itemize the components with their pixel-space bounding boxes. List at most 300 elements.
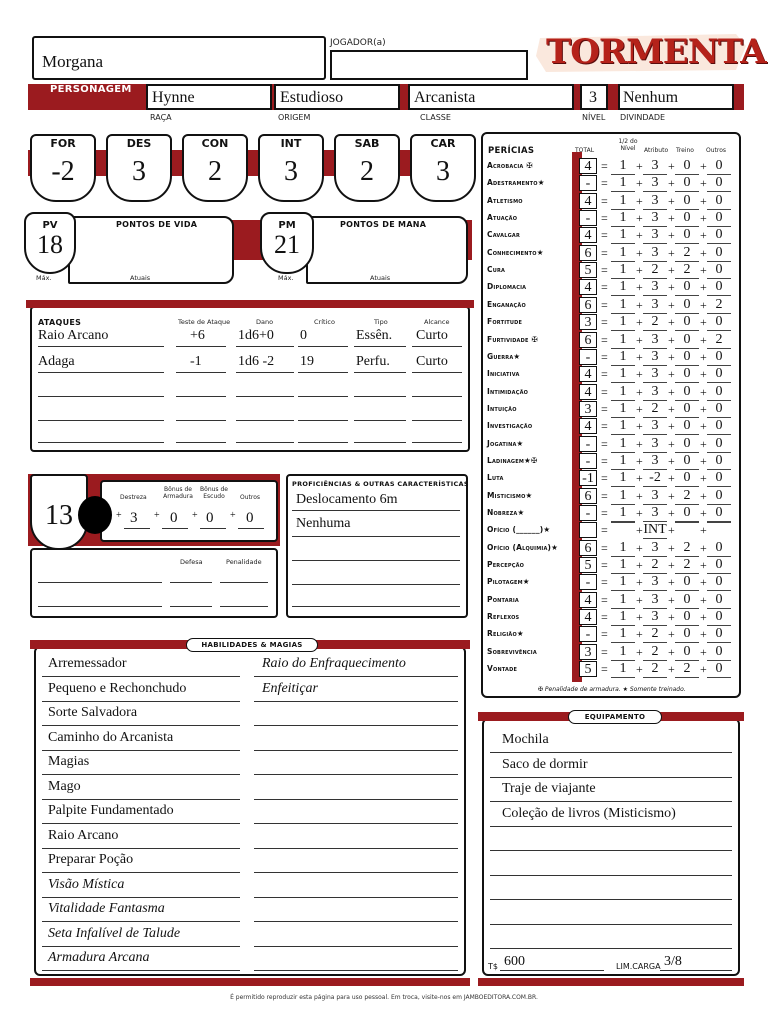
ability-item: Pequeno e Rechonchudo bbox=[48, 681, 187, 696]
skill-total[interactable]: 5 bbox=[579, 661, 597, 677]
skill-row[interactable] bbox=[487, 349, 739, 366]
race-field[interactable] bbox=[146, 84, 272, 110]
equals-icon: = bbox=[601, 350, 608, 364]
equals-icon: = bbox=[601, 610, 608, 624]
skill-name: Diplomacia bbox=[487, 282, 527, 291]
money-value[interactable]: 600 bbox=[504, 954, 525, 969]
skill-training: 2 bbox=[675, 661, 699, 678]
skill-training: 2 bbox=[675, 245, 699, 262]
defense-other-value: 0 bbox=[246, 510, 254, 526]
skill-half-level: 1 bbox=[611, 297, 635, 314]
plus-icon: + bbox=[192, 510, 198, 521]
skill-total[interactable]: - bbox=[579, 436, 597, 452]
skill-name: Percepção bbox=[487, 560, 525, 569]
player-label: JOGADOR(a) bbox=[330, 38, 386, 48]
skill-attribute: 3 bbox=[643, 210, 667, 227]
plus-icon: + bbox=[668, 593, 675, 607]
skill-other: 0 bbox=[707, 349, 731, 366]
skill-attribute: 3 bbox=[643, 488, 667, 505]
skill-half-level: 1 bbox=[611, 366, 635, 383]
plus-icon: + bbox=[668, 228, 675, 242]
skill-training: 0 bbox=[675, 644, 699, 661]
level-field[interactable] bbox=[580, 84, 608, 110]
skill-training: 0 bbox=[675, 158, 699, 175]
skill-other: 0 bbox=[707, 540, 731, 557]
skill-name: Reflexos bbox=[487, 612, 520, 621]
equals-icon: = bbox=[601, 506, 608, 520]
abilities-title: HABILIDADES & MAGIAS bbox=[201, 641, 303, 649]
skill-training: 0 bbox=[675, 626, 699, 643]
plus-icon: + bbox=[636, 627, 643, 641]
skill-total[interactable]: 4 bbox=[579, 193, 597, 209]
skill-row[interactable] bbox=[487, 522, 739, 539]
skill-row[interactable] bbox=[487, 592, 739, 609]
skill-total[interactable]: 4 bbox=[579, 227, 597, 243]
attribute-name: INT bbox=[280, 137, 302, 150]
skill-total[interactable]: - bbox=[579, 626, 597, 642]
skill-half-level: 1 bbox=[611, 210, 635, 227]
equals-icon: = bbox=[601, 367, 608, 381]
skill-row[interactable] bbox=[487, 436, 739, 453]
skill-total[interactable]: 4 bbox=[579, 279, 597, 295]
skill-training: 0 bbox=[675, 279, 699, 296]
skill-half-level bbox=[611, 522, 635, 523]
skill-row[interactable] bbox=[487, 366, 739, 383]
skill-row[interactable] bbox=[487, 505, 739, 522]
skill-half-level: 1 bbox=[611, 314, 635, 331]
skill-half-level: 1 bbox=[611, 193, 635, 210]
skill-half-level: 1 bbox=[611, 384, 635, 401]
skill-other: 0 bbox=[707, 488, 731, 505]
skill-name: Cavalgar bbox=[487, 230, 521, 239]
pv-max-box[interactable] bbox=[24, 212, 76, 274]
skill-total[interactable]: -1 bbox=[579, 470, 597, 486]
skill-row[interactable] bbox=[487, 279, 739, 296]
plus-icon: + bbox=[636, 367, 643, 381]
attribute-name: SAB bbox=[354, 137, 380, 150]
footer-note: É permitido reproduzir esta página para uso pessoal. Em troca, visite-nos em JAMBOEDITORA.COM.BR. bbox=[230, 994, 538, 1001]
origin-field[interactable] bbox=[274, 84, 400, 110]
attribute-des[interactable] bbox=[106, 134, 172, 202]
skill-half-level: 1 bbox=[611, 227, 635, 244]
plus-icon: + bbox=[636, 228, 643, 242]
skill-attribute: INT bbox=[643, 522, 667, 537]
skill-training: 0 bbox=[675, 609, 699, 626]
skill-attribute: 2 bbox=[643, 314, 667, 331]
skill-attribute: 3 bbox=[643, 505, 667, 522]
equals-icon: = bbox=[601, 194, 608, 208]
pm-title: PONTOS DE MANA bbox=[340, 220, 427, 229]
attack-damage-header: Dano bbox=[256, 318, 274, 326]
plus-icon: + bbox=[700, 662, 707, 676]
skill-training: 0 bbox=[675, 349, 699, 366]
plus-icon: + bbox=[636, 315, 643, 329]
skill-name: Acrobacia ✠ bbox=[487, 161, 533, 170]
skill-training: 0 bbox=[675, 453, 699, 470]
pv-current-label: Atuais bbox=[130, 274, 151, 282]
skill-half-level: 1 bbox=[611, 557, 635, 574]
plus-icon: + bbox=[668, 176, 675, 190]
skill-half-level: 1 bbox=[611, 245, 635, 262]
attribute-car[interactable] bbox=[410, 134, 476, 202]
plus-icon: + bbox=[636, 194, 643, 208]
player-field[interactable] bbox=[330, 50, 528, 80]
plus-icon: + bbox=[636, 159, 643, 173]
skill-row[interactable] bbox=[487, 210, 739, 227]
plus-icon: + bbox=[668, 610, 675, 624]
skill-row[interactable] bbox=[487, 574, 739, 591]
skill-name: Adestramento★ bbox=[487, 178, 545, 187]
skill-other: 0 bbox=[707, 210, 731, 227]
skill-other: 0 bbox=[707, 574, 731, 591]
skill-other: 0 bbox=[707, 366, 731, 383]
skill-other: 0 bbox=[707, 470, 731, 487]
ability-item: Mago bbox=[48, 779, 81, 794]
skill-name: Furtividade ✠ bbox=[487, 335, 538, 344]
skill-total[interactable]: - bbox=[579, 574, 597, 590]
plus-icon: + bbox=[636, 280, 643, 294]
equals-icon: = bbox=[601, 627, 608, 641]
skill-training: 0 bbox=[675, 436, 699, 453]
skill-row[interactable] bbox=[487, 557, 739, 574]
skill-half-level: 1 bbox=[611, 540, 635, 557]
defense-dex-value: 3 bbox=[130, 510, 138, 526]
skill-name: Investigação bbox=[487, 421, 533, 430]
abilities-bottom-banner bbox=[30, 978, 470, 986]
skill-total[interactable]: 3 bbox=[579, 644, 597, 660]
skill-total[interactable]: 4 bbox=[579, 592, 597, 608]
skill-other: 0 bbox=[707, 592, 731, 609]
skill-row[interactable] bbox=[487, 193, 739, 210]
attribute-for[interactable] bbox=[30, 134, 96, 202]
load-value[interactable]: 3/8 bbox=[664, 954, 682, 969]
plus-icon: + bbox=[700, 575, 707, 589]
skill-attribute: 3 bbox=[643, 574, 667, 591]
skills-footer: ✠ Penalidade de armadura. ★ Somente treinado. bbox=[538, 686, 686, 693]
plus-icon: + bbox=[700, 489, 707, 503]
skill-half-level: 1 bbox=[611, 626, 635, 643]
plus-icon: + bbox=[636, 402, 643, 416]
skill-half-level: 1 bbox=[611, 175, 635, 192]
race-label: RAÇA bbox=[150, 113, 172, 122]
skill-name: Nobreza★ bbox=[487, 508, 525, 517]
plus-icon: + bbox=[636, 333, 643, 347]
skill-name: Sobrevivência bbox=[487, 647, 537, 656]
skill-other: 2 bbox=[707, 332, 731, 349]
skill-row[interactable] bbox=[487, 470, 739, 487]
equals-icon: = bbox=[601, 315, 608, 329]
money-label: T$ bbox=[488, 962, 498, 971]
skill-other: 0 bbox=[707, 661, 731, 678]
plus-icon: + bbox=[700, 402, 707, 416]
skill-name: Enganação bbox=[487, 300, 526, 309]
skill-training: 2 bbox=[675, 488, 699, 505]
skill-total[interactable]: 4 bbox=[579, 609, 597, 625]
proficiency-item: Nenhuma bbox=[296, 516, 351, 531]
skill-name: Atuação bbox=[487, 213, 518, 222]
plus-icon: + bbox=[668, 437, 675, 451]
skill-half-level: 1 bbox=[611, 401, 635, 418]
plus-icon: + bbox=[636, 246, 643, 260]
attack-range: Curto bbox=[416, 328, 448, 343]
plus-icon: + bbox=[700, 471, 707, 485]
plus-icon: + bbox=[668, 506, 675, 520]
skill-total[interactable]: - bbox=[579, 453, 597, 469]
ability-item: Raio Arcano bbox=[48, 828, 119, 843]
plus-icon: + bbox=[700, 280, 707, 294]
equals-icon: = bbox=[601, 489, 608, 503]
skill-name: Intuição bbox=[487, 404, 517, 413]
plus-icon: + bbox=[636, 523, 643, 537]
defense-title: DEFESA bbox=[38, 476, 73, 485]
skill-total[interactable]: 3 bbox=[579, 314, 597, 330]
logo-text: TORMENTA bbox=[546, 32, 766, 72]
load-label: LIM.CARGA bbox=[616, 962, 661, 971]
skill-total[interactable]: 5 bbox=[579, 557, 597, 573]
skill-other: 0 bbox=[707, 418, 731, 435]
skill-half-level: 1 bbox=[611, 505, 635, 522]
skill-attribute: 2 bbox=[643, 644, 667, 661]
skill-attribute: 3 bbox=[643, 384, 667, 401]
skill-other: 0 bbox=[707, 557, 731, 574]
skill-row[interactable] bbox=[487, 332, 739, 349]
skill-total[interactable]: 6 bbox=[579, 332, 597, 348]
skill-total[interactable]: 6 bbox=[579, 540, 597, 556]
skill-attribute: 2 bbox=[643, 626, 667, 643]
class-field[interactable] bbox=[408, 84, 574, 110]
spell-item: Enfeitiçar bbox=[262, 681, 318, 696]
equals-icon: = bbox=[601, 593, 608, 607]
skill-row[interactable] bbox=[487, 227, 739, 244]
ability-item: Armadura Arcana bbox=[48, 950, 150, 965]
equals-icon: = bbox=[601, 437, 608, 451]
attribute-name: CAR bbox=[430, 137, 456, 150]
attribute-int[interactable] bbox=[258, 134, 324, 202]
skill-row[interactable] bbox=[487, 314, 739, 331]
skill-attribute: 3 bbox=[643, 592, 667, 609]
attack-name: Raio Arcano bbox=[38, 328, 109, 343]
plus-icon: + bbox=[668, 333, 675, 347]
proficiency-item: Deslocamento 6m bbox=[296, 492, 398, 507]
skill-training: 2 bbox=[675, 557, 699, 574]
skill-name: Ofício (______)★ bbox=[487, 525, 551, 534]
skill-row[interactable] bbox=[487, 609, 739, 626]
plus-icon: + bbox=[668, 454, 675, 468]
skill-row[interactable] bbox=[487, 245, 739, 262]
skill-total[interactable]: 4 bbox=[579, 384, 597, 400]
plus-icon: + bbox=[668, 419, 675, 433]
defense-sub-header: Defesa bbox=[180, 558, 203, 566]
ability-item: Palpite Fundamentado bbox=[48, 803, 174, 818]
skill-total[interactable]: 5 bbox=[579, 262, 597, 278]
plus-icon: + bbox=[700, 645, 707, 659]
plus-icon: + bbox=[700, 385, 707, 399]
ability-item: Caminho do Arcanista bbox=[48, 730, 174, 745]
skill-row[interactable] bbox=[487, 401, 739, 418]
pv-max-value: 18 bbox=[37, 230, 63, 259]
equals-icon: = bbox=[601, 280, 608, 294]
skill-half-level: 1 bbox=[611, 661, 635, 678]
skill-row[interactable] bbox=[487, 262, 739, 279]
defense-dot-icon bbox=[78, 496, 112, 534]
skill-total[interactable]: 3 bbox=[579, 401, 597, 417]
attack-test: +6 bbox=[190, 328, 205, 343]
defense-other-header: Outros bbox=[240, 494, 261, 501]
skills-attr-header: Atributo bbox=[644, 147, 669, 154]
skill-attribute: 3 bbox=[643, 175, 667, 192]
attack-range-header: Alcance bbox=[424, 318, 450, 326]
skill-training: 0 bbox=[675, 384, 699, 401]
skills-other-header: Outros bbox=[706, 147, 727, 154]
attack-damage: 1d6+0 bbox=[238, 328, 274, 343]
character-name-box[interactable] bbox=[32, 36, 326, 80]
plus-icon: + bbox=[668, 662, 675, 676]
equipment-bottom-banner bbox=[478, 978, 744, 986]
plus-icon: + bbox=[668, 298, 675, 312]
skill-other: 0 bbox=[707, 644, 731, 661]
skill-total[interactable]: 4 bbox=[579, 158, 597, 174]
skill-training: 0 bbox=[675, 210, 699, 227]
skill-total[interactable]: 4 bbox=[579, 418, 597, 434]
attribute-name: DES bbox=[126, 137, 152, 150]
skill-attribute: 3 bbox=[643, 227, 667, 244]
skill-row[interactable] bbox=[487, 644, 739, 661]
skill-half-level: 1 bbox=[611, 453, 635, 470]
skill-name: Guerra★ bbox=[487, 352, 521, 361]
skill-total[interactable]: 6 bbox=[579, 245, 597, 261]
skill-total[interactable]: - bbox=[579, 210, 597, 226]
skill-total[interactable]: - bbox=[579, 175, 597, 191]
equals-icon: = bbox=[601, 246, 608, 260]
equipment-item: Saco de dormir bbox=[502, 757, 588, 772]
skill-total[interactable]: 6 bbox=[579, 297, 597, 313]
skill-name: Religião★ bbox=[487, 629, 524, 638]
plus-icon: + bbox=[700, 610, 707, 624]
skill-total[interactable]: - bbox=[579, 349, 597, 365]
skill-total[interactable]: 6 bbox=[579, 488, 597, 504]
skill-half-level: 1 bbox=[611, 262, 635, 279]
attribute-con[interactable] bbox=[182, 134, 248, 202]
skill-row[interactable] bbox=[487, 488, 739, 505]
plus-icon: + bbox=[636, 298, 643, 312]
ability-item: Visão Mística bbox=[48, 877, 125, 892]
skill-row[interactable] bbox=[487, 384, 739, 401]
skill-attribute: 3 bbox=[643, 436, 667, 453]
character-label: PERSONAGEM bbox=[50, 84, 132, 95]
skill-name: Pilotagem★ bbox=[487, 577, 530, 586]
tormenta-logo bbox=[536, 30, 766, 76]
skill-training: 0 bbox=[675, 418, 699, 435]
skill-row[interactable] bbox=[487, 418, 739, 435]
skill-half-level: 1 bbox=[611, 418, 635, 435]
skill-total[interactable] bbox=[579, 522, 597, 538]
defense-armor-value: 0 bbox=[170, 510, 178, 526]
equals-icon: = bbox=[601, 211, 608, 225]
origin-label: ORIGEM bbox=[278, 113, 311, 122]
plus-icon: + bbox=[668, 194, 675, 208]
skill-name: Ladinagem★✠ bbox=[487, 456, 538, 465]
divinity-label: DIVINDADE bbox=[620, 113, 666, 122]
divinity-field[interactable] bbox=[618, 84, 734, 110]
skill-row[interactable] bbox=[487, 540, 739, 557]
skill-half-level: 1 bbox=[611, 332, 635, 349]
attack-type: Perfu. bbox=[356, 354, 390, 369]
plus-icon: + bbox=[668, 385, 675, 399]
attack-test: -1 bbox=[190, 354, 202, 369]
pm-label: PM bbox=[278, 220, 296, 231]
skill-training: 0 bbox=[675, 401, 699, 418]
equals-icon: = bbox=[601, 333, 608, 347]
skill-training: 0 bbox=[675, 470, 699, 487]
defense-armor-header: Bônus de Armadura bbox=[163, 486, 193, 500]
skill-name: Pontaria bbox=[487, 595, 520, 604]
plus-icon: + bbox=[116, 510, 122, 521]
ability-item: Preparar Poção bbox=[48, 852, 134, 867]
pm-max-box[interactable] bbox=[260, 212, 314, 274]
skill-other: 0 bbox=[707, 279, 731, 296]
pm-max-value: 21 bbox=[274, 230, 300, 259]
plus-icon: + bbox=[668, 645, 675, 659]
equipment-item: Coleção de livros (Misticismo) bbox=[502, 806, 676, 821]
attacks-banner bbox=[26, 300, 474, 308]
skill-row[interactable] bbox=[487, 626, 739, 643]
equals-icon: = bbox=[601, 385, 608, 399]
skills-training-header: Treino bbox=[676, 147, 694, 154]
race-value: Hynne bbox=[152, 89, 195, 106]
plus-icon: + bbox=[700, 593, 707, 607]
attribute-value: 2 bbox=[360, 156, 374, 187]
skill-total[interactable]: - bbox=[579, 505, 597, 521]
attribute-name: FOR bbox=[50, 137, 76, 150]
skill-row[interactable] bbox=[487, 453, 739, 470]
plus-icon: + bbox=[636, 593, 643, 607]
equals-icon: = bbox=[601, 419, 608, 433]
equals-icon: = bbox=[601, 523, 608, 537]
skill-total[interactable]: 4 bbox=[579, 366, 597, 382]
skill-training: 0 bbox=[675, 227, 699, 244]
skill-row[interactable] bbox=[487, 158, 739, 175]
plus-icon: + bbox=[668, 558, 675, 572]
plus-icon: + bbox=[636, 419, 643, 433]
skill-name: Vontade bbox=[487, 664, 518, 673]
defense-value: 13 bbox=[45, 500, 73, 531]
plus-icon: + bbox=[700, 541, 707, 555]
equals-icon: = bbox=[601, 298, 608, 312]
skill-training: 0 bbox=[675, 332, 699, 349]
skill-row[interactable] bbox=[487, 175, 739, 192]
skill-attribute: 3 bbox=[643, 158, 667, 175]
skill-row[interactable] bbox=[487, 297, 739, 314]
skill-attribute: 3 bbox=[643, 540, 667, 557]
equals-icon: = bbox=[601, 454, 608, 468]
skill-name: Ofício (Alquimia)★ bbox=[487, 543, 559, 552]
attacks-title: ATAQUES bbox=[38, 318, 82, 327]
skill-row[interactable] bbox=[487, 661, 739, 678]
level-label: NÍVEL bbox=[582, 113, 606, 122]
equals-icon: = bbox=[601, 575, 608, 589]
skill-other: 0 bbox=[707, 227, 731, 244]
attribute-sab[interactable] bbox=[334, 134, 400, 202]
defense-shield-header: Bônus de Escudo bbox=[200, 486, 228, 500]
pv-max-label: Máx. bbox=[36, 274, 52, 282]
plus-icon: + bbox=[700, 627, 707, 641]
plus-icon: + bbox=[636, 437, 643, 451]
plus-icon: + bbox=[700, 298, 707, 312]
class-value: Arcanista bbox=[414, 89, 476, 106]
skill-name: Iniciativa bbox=[487, 369, 520, 378]
attribute-name: CON bbox=[201, 137, 229, 150]
plus-icon: + bbox=[636, 211, 643, 225]
